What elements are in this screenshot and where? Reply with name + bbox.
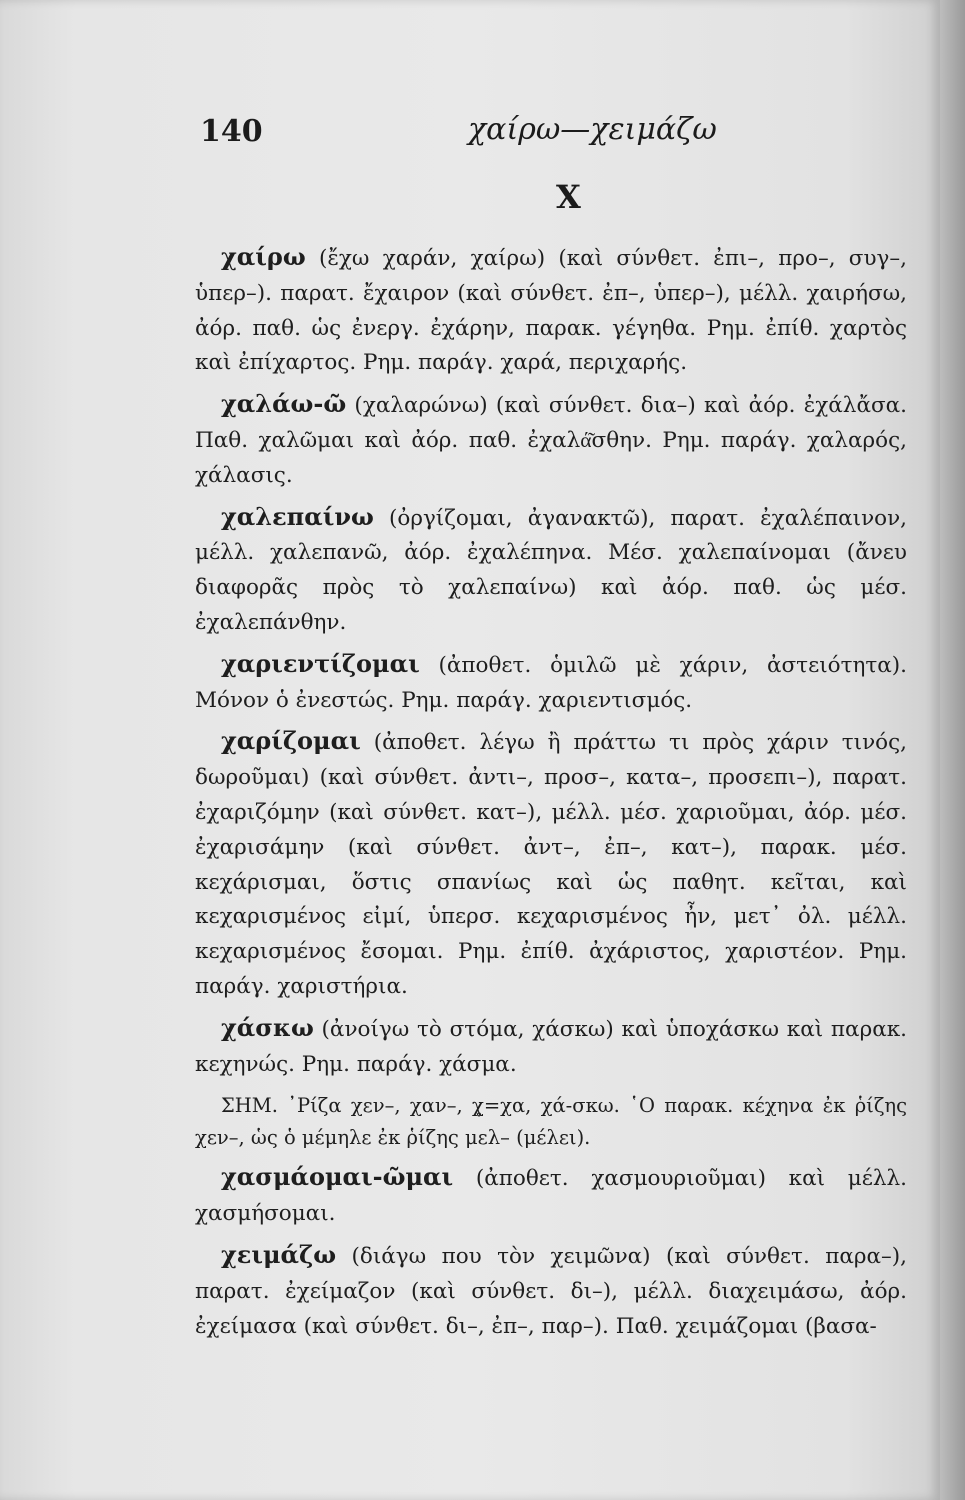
entry-chalao bbox=[195, 387, 907, 493]
entry-chasko bbox=[195, 1011, 907, 1083]
entry-charientizomai bbox=[195, 647, 907, 719]
entry-note bbox=[195, 1088, 907, 1154]
entry-headword: χειμάζω bbox=[221, 1239, 337, 1269]
entry-headword: χάσκω bbox=[221, 1012, 314, 1042]
page-number: 140 bbox=[200, 114, 263, 149]
entry-chasmaomai bbox=[195, 1160, 907, 1232]
section-letter: Χ bbox=[556, 178, 582, 216]
page-edge-shadow bbox=[940, 0, 965, 1500]
entry-headword: χαρίζομαι bbox=[221, 726, 361, 756]
entry-headword: χαίρω bbox=[221, 242, 306, 271]
running-head: χαίρω—χειμάζω bbox=[468, 112, 717, 147]
dictionary-entries bbox=[195, 240, 907, 1350]
entry-headword: χαλάω-ῶ bbox=[221, 389, 347, 419]
entry-body: (ἀποθετ. λέγω ἢ πράττω τι πρὸς χάριν τινός, δωροῦμαι) (καὶ σύνθετ. ἀντι–, προσ–, κατα–, προσεπι–), παρατ. ἐχαριζόμην (καὶ σύνθετ. κατ–), μέλλ. μέσ. χαριοῦμαι, ἀόρ. μέσ. ἐχαρισάμην (καὶ σύνθετ. ἀντ–, ἐπ–, κατ–), παρακ. μέσ. κεχάρισμαι, ὅστις σπανίως καὶ ὡς παθητ. κεῖται, καὶ κεχαρισμένος εἰμί, ὑπερσ. κεχαρισμένος ἦν, μετ᾽ ὀλ. μέλλ. κεχαρισμένος ἔσομαι. Ρημ. ἐπίθ. ἀχάριστος, χαριστέον. Ρημ. παράγ. χαριστήρια. bbox=[195, 730, 907, 999]
entry-body: (ὀργίζομαι, ἀγανακτῶ), παρατ. ἐχαλέπαινον, μέλλ. χαλεπανῶ, ἀόρ. ἐχαλέπηνα. Μέσ. χαλεπαίνομαι (ἄνευ διαφορᾶς πρὸς τὸ χαλεπαίνω) καὶ ἀόρ. παθ. ὡς μέσ. ἐχαλεπάνθην. bbox=[195, 505, 907, 635]
entry-body: (ἀποθετ. ὁμιλῶ μὲ χάριν, ἀστειότητα). Μόνον ὁ ἐνεστώς. Ρημ. παράγ. χαριεντισμός. bbox=[195, 652, 907, 713]
entry-cheimazo bbox=[195, 1238, 907, 1344]
entry-headword: χασμάομαι-ῶμαι bbox=[221, 1162, 454, 1192]
entry-body: (ἀποθετ. χασμουριοῦμαι) καὶ μέλλ. χασμήσομαι. bbox=[195, 1166, 907, 1227]
entry-body: (διάγω που τὸν χειμῶνα) (καὶ σύνθετ. παρα–), παρατ. ἐχείμαζον (καὶ σύνθετ. δι–), μέλλ. διαχειμάσω, ἀόρ. ἐχείμασα (καὶ σύνθετ. δι–, ἐπ–, παρ–). Παθ. χειμάζομαι (βασα- bbox=[195, 1243, 907, 1339]
entry-body: (χαλαρώνω) (καὶ σύνθετ. δια–) καὶ ἀόρ. ἐχάλἄσα. Παθ. χαλῶμαι καὶ ἀόρ. παθ. ἐχαλά͂σθην. Ρημ. παράγ. χαλαρός, χάλασις. bbox=[195, 393, 907, 488]
page-header bbox=[0, 108, 940, 158]
entry-headword: χαριεντίζομαι bbox=[221, 648, 420, 678]
entry-headword: χαλεπαίνω bbox=[221, 501, 374, 531]
entry-chalepaino bbox=[195, 500, 907, 641]
entry-body: (ἔχω χαράν, χαίρω) (καὶ σύνθετ. ἐπι–, προ–, συγ–, ὑπερ–). παρατ. ἔχαιρον (καὶ σύνθετ. ἐπ–, ὑπερ–), μέλλ. χαιρήσω, ἀόρ. παθ. ὡς ἐνεργ. ἐχάρην, παρακ. γέγηθα. Ρημ. ἐπίθ. χαρτὸς καὶ ἐπίχαρτος. Ρημ. παράγ. χαρά, περιχαρής. bbox=[195, 246, 907, 376]
entry-charizomai bbox=[195, 724, 907, 1004]
entry-chairo bbox=[195, 240, 907, 381]
entry-body: (ἀνοίγω τὸ στόμα, χάσκω) καὶ ὑποχάσκω καὶ παρακ. κεχηνώς. Ρημ. παράγ. χάσμα. bbox=[195, 1016, 907, 1077]
entry-body: ΣΗΜ. ᾽Ρίζα χεν–, χαν–, χ̥=χα, χά-σκω. ῾Ο παρακ. κέχηνα ἐκ ῥίζης χεν–, ὡς ὁ μέμηλε ἐκ ῥίζης μελ– (μέλει). bbox=[195, 1094, 907, 1150]
